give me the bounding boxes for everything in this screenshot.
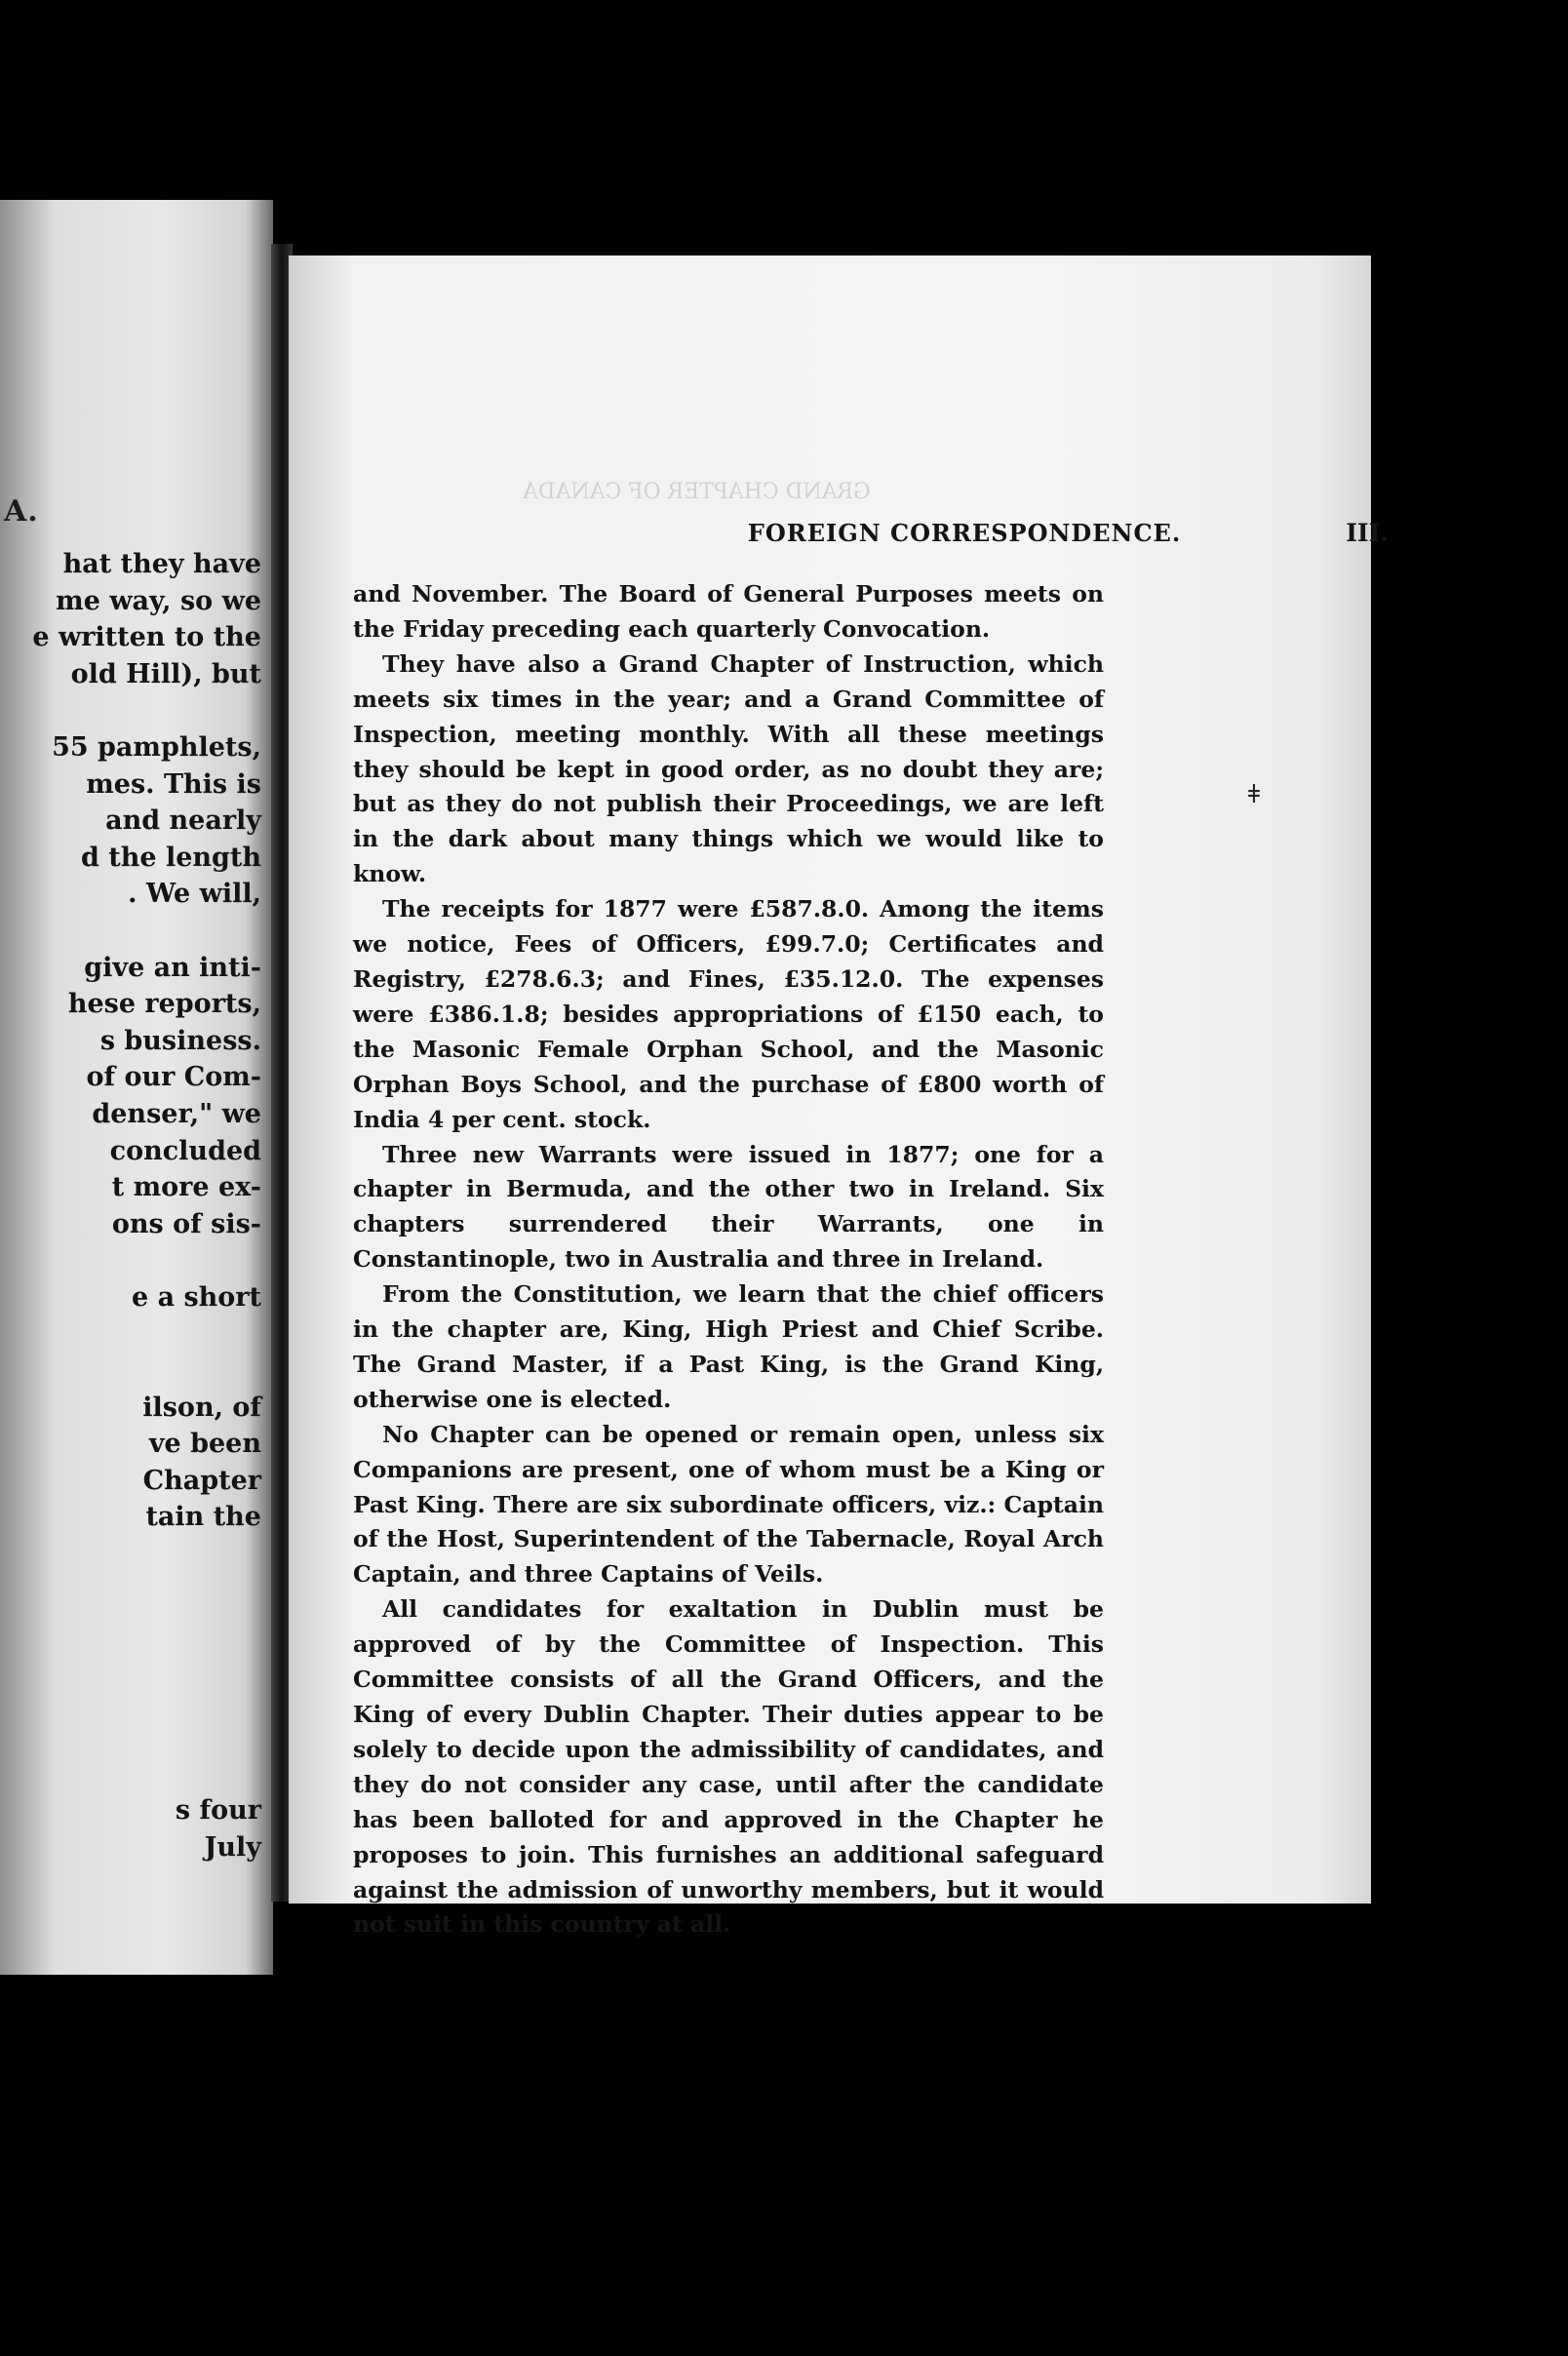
paragraph: They have also a Grand Chapter of Instruction, which meets six times in the year; and a Grand Committee of Inspection, meeting monthly. With all these meetings they should be kept in good order, as no doubt they are; but as they do not publish their Proceedings, we are left in the dark about many things which we would like to know. xyxy=(353,649,1104,888)
left-page-line: ons of sis- xyxy=(111,1208,261,1239)
left-page-line xyxy=(0,692,261,729)
left-page-line xyxy=(0,1682,261,1719)
left-page-line: Chapter xyxy=(142,1465,261,1496)
left-page-line: concluded xyxy=(109,1135,261,1166)
left-page-line: s four xyxy=(175,1795,261,1826)
paragraph: Three new Warrants were issued in 1877; one for a chapter in Bermuda, and the other two in Ireland. Six chapters surrendered their Warrants, one in Constantinople, two in Australia and three in Ireland. xyxy=(353,1140,1104,1274)
running-header xyxy=(530,519,1398,552)
left-page-line xyxy=(0,1719,261,1756)
paragraph: No Chapter can be opened or remain open, unless six Companions are present, one of whom must be a King or Past King. There are six subordinate officers, viz.: Captain of the Host, Superintendent of the Tabernacle, Royal Arch Captain, and three Captains of Veils. xyxy=(353,1420,1104,1589)
left-page-line: me way, so we xyxy=(56,585,261,616)
left-page-line: and nearly xyxy=(105,805,261,837)
left-page-line: t more ex- xyxy=(111,1172,261,1203)
left-page-heading-fragment: A. xyxy=(4,494,39,529)
paragraph: All candidates for exaltation in Dublin must be approved of by the Committee of Inspection. This Committee consists of all the Grand Officers, and the King of every Dublin Chapter. Their duties appear to be solely to decide upon the admissibility of candidates, and they do not consider any case, until after the candidate has been balloted for and approved in the Chapter he proposes to join. This furnishes an additional safeguard against the admission of unworthy members, but it would not suit in this country at all. xyxy=(353,1595,1104,1939)
left-page-line xyxy=(0,1242,261,1279)
left-page-line: e written to the xyxy=(32,622,261,653)
left-page-line xyxy=(0,1353,261,1390)
left-page-line xyxy=(0,1609,261,1646)
left-page-line: mes. This is xyxy=(86,768,261,800)
left-page-line: 55 pamphlets, xyxy=(52,731,261,763)
left-page-line: ilson, of xyxy=(142,1392,261,1423)
left-page-line xyxy=(0,1573,261,1610)
running-header-title: FOREIGN CORRESPONDENCE. xyxy=(747,519,1182,547)
left-page-line xyxy=(0,1756,261,1793)
left-page-line xyxy=(0,1536,261,1573)
specks-mark: ǂ xyxy=(1248,780,1260,809)
left-page-line xyxy=(0,913,261,950)
left-page-line: s business. xyxy=(99,1025,261,1056)
left-page-line: tain the xyxy=(145,1502,261,1533)
paragraph: From the Constitution, we learn that the chief officers in the chapter are, King, High Priest and Chief Scribe. The Grand Master, if a Past King, is the Grand King, otherwise one is elected. xyxy=(353,1280,1104,1413)
body-text xyxy=(353,577,1104,1943)
left-page-line: e a short xyxy=(131,1281,261,1313)
left-page-line: d the length xyxy=(80,842,261,873)
left-page-line: hat they have xyxy=(62,549,261,579)
left-page xyxy=(0,200,273,1975)
left-page-line: ve been xyxy=(148,1429,261,1460)
left-page-line: of our Com- xyxy=(86,1062,261,1093)
left-page-text xyxy=(0,546,261,1865)
left-page-line: denser," we xyxy=(92,1098,261,1129)
left-page-line: hese reports, xyxy=(67,989,261,1020)
left-page-line: . We will, xyxy=(128,879,261,910)
paragraph: and November. The Board of General Purposes meets on the Friday preceding each quarterly Convocation. xyxy=(353,580,1104,643)
left-page-line: give an inti- xyxy=(84,952,261,983)
left-page-line: July xyxy=(204,1831,261,1863)
show-through-text: GRAND CHAPTER OF CANADA xyxy=(523,480,871,504)
paragraph: The receipts for 1877 were £587.8.0. Among the items we notice, Fees of Officers, £99.7.0; Certificates and Registry, £278.6.3; and Fines, £35.12.0. The expenses were £386.1.8; besides appropriations of £150 each, to the Masonic Female Orphan School, and the Masonic Orphan Boys School, and the purchase of £800 worth of India 4 per cent. stock. xyxy=(353,895,1104,1133)
page-number: III. xyxy=(1346,519,1389,547)
left-page-line: old Hill), but xyxy=(70,658,261,689)
left-page-line xyxy=(0,1315,261,1353)
left-page-line xyxy=(0,1646,261,1683)
